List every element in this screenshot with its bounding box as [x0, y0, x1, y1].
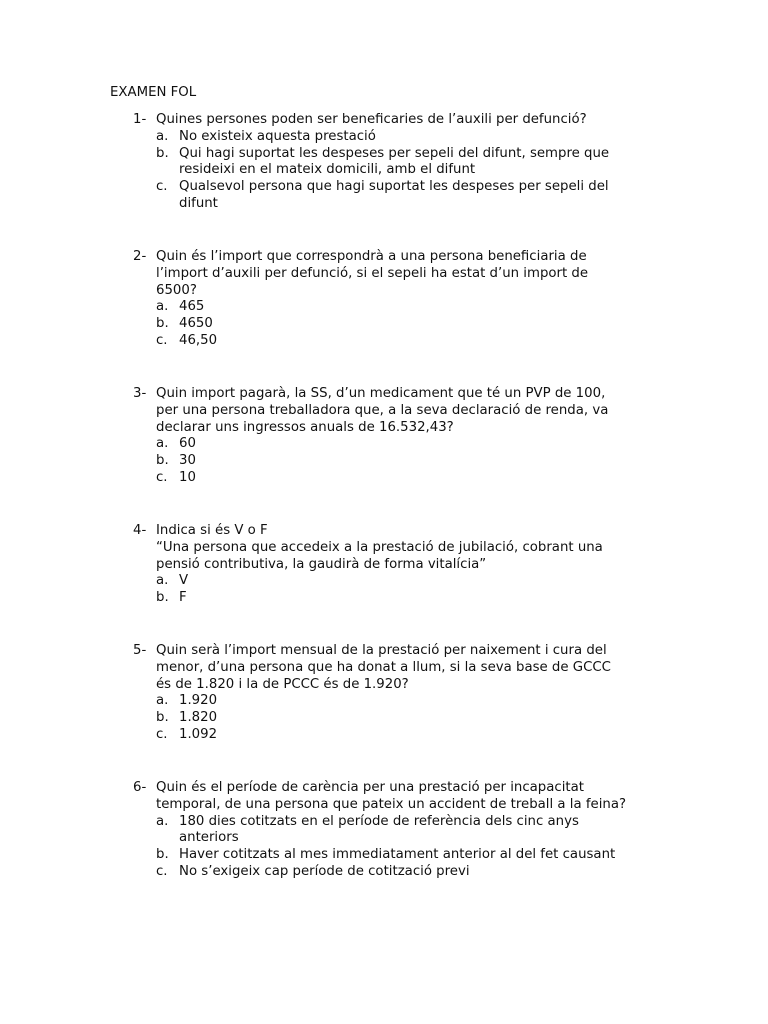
question-6	[133, 780, 693, 881]
option-text-line: F	[179, 590, 187, 606]
option-text-line: resideixi en el mateix domicili, amb el difunt	[179, 162, 476, 178]
question-text-line: Indica si és V o F	[156, 523, 268, 538]
option-text-line: difunt	[179, 195, 218, 211]
answer-option-a	[133, 814, 693, 848]
question-text-line: 6500?	[156, 282, 197, 298]
option-text	[179, 299, 673, 316]
answer-option-b	[133, 453, 673, 470]
question-text-line: Quin import pagarà, la SS, d’un medicament que té un PVP de 100,	[156, 386, 606, 401]
option-text	[179, 470, 673, 487]
question-text-line: per una persona treballadora que, a la seva declaració de renda, va	[156, 402, 609, 418]
option-letter: b.	[156, 453, 169, 469]
statement-quote	[133, 540, 673, 574]
option-text	[179, 333, 673, 350]
question-number: 3-	[133, 386, 147, 401]
question-text	[156, 112, 673, 129]
question-stem	[133, 112, 673, 129]
question-text	[156, 249, 673, 299]
question-text-line: declarar uns ingressos anuals de 16.532,43?	[156, 419, 454, 435]
option-text	[179, 590, 673, 607]
option-text-line: 180 dies cotitzats en el període de referència dels cinc anys	[179, 813, 579, 829]
question-text-line: Quines persones poden ser beneficaries de l’auxili per defunció?	[156, 112, 587, 127]
option-text-line: 1.820	[179, 710, 218, 726]
option-text	[179, 814, 693, 848]
answer-option-b	[133, 847, 693, 864]
option-text	[179, 847, 693, 864]
option-text-line: Qualsevol persona que hagi suportat les despeses per sepeli del	[179, 179, 609, 195]
question-number: 1-	[133, 112, 147, 127]
option-text-line: 10	[179, 469, 196, 485]
option-text	[179, 693, 673, 710]
option-text-line: V	[179, 573, 189, 589]
question-stem	[133, 249, 673, 299]
statement-line: pensió contributiva, la gaudirà de forma vitalícia”	[156, 556, 487, 572]
option-text-line: anteriors	[179, 830, 239, 846]
option-text-line: Qui hagi suportat les despeses per sepeli del difunt, sempre que	[179, 145, 610, 161]
option-letter: a.	[156, 299, 169, 315]
question-text	[156, 523, 673, 540]
option-text	[179, 573, 673, 590]
option-text	[179, 864, 693, 881]
option-letter: b.	[156, 145, 169, 161]
option-text-line: No s’exigeix cap període de cotització previ	[179, 863, 470, 879]
option-letter: c.	[156, 179, 168, 195]
question-4	[133, 523, 673, 607]
question-number: 5-	[133, 643, 147, 658]
option-text	[179, 179, 673, 213]
option-letter: c.	[156, 863, 168, 879]
answer-option-b	[133, 710, 673, 727]
answer-option-a	[133, 573, 673, 590]
option-text	[179, 436, 673, 453]
question-number: 2-	[133, 249, 147, 264]
option-text	[179, 129, 673, 146]
question-5	[133, 643, 673, 744]
option-letter: c.	[156, 469, 168, 485]
question-text-line: Quin serà l’import mensual de la prestació per naixement i cura del	[156, 643, 607, 658]
answer-options	[133, 299, 673, 349]
question-stem	[133, 386, 673, 436]
option-text-line: 1.092	[179, 726, 218, 742]
option-text	[179, 316, 673, 333]
question-number: 6-	[133, 780, 147, 795]
statement-line: “Una persona que accedeix a la prestació de jubilació, cobrant una	[156, 539, 603, 555]
option-letter: b.	[156, 316, 169, 332]
option-text	[179, 710, 673, 727]
option-text-line: 46,50	[179, 332, 218, 348]
question-stem	[133, 643, 673, 693]
document-title: EXAMEN FOL	[110, 85, 197, 100]
answer-options	[133, 436, 673, 486]
answer-option-b	[133, 316, 673, 333]
option-text-line: No existeix aquesta prestació	[179, 128, 376, 144]
option-letter: b.	[156, 590, 169, 606]
option-letter: a.	[156, 436, 169, 452]
option-letter: c.	[156, 726, 168, 742]
answer-options	[133, 693, 673, 743]
answer-option-a	[133, 299, 673, 316]
question-2	[133, 249, 673, 350]
answer-options	[133, 573, 673, 607]
option-text	[179, 727, 673, 744]
answer-option-a	[133, 436, 673, 453]
answer-options	[133, 814, 693, 881]
question-text	[156, 643, 673, 693]
option-letter: b.	[156, 847, 169, 863]
question-text-line: temporal, de una persona que pateix un accident de treball a la feina?	[156, 796, 627, 812]
question-text-line: Quin és l’import que correspondrà a una persona beneficiaria de	[156, 249, 587, 264]
question-1	[133, 112, 673, 213]
option-letter: a.	[156, 128, 169, 144]
question-stem	[133, 523, 673, 540]
option-text-line: 1.920	[179, 693, 218, 709]
question-stem	[133, 780, 693, 814]
question-number: 4-	[133, 523, 147, 538]
answer-option-a	[133, 129, 673, 146]
option-letter: a.	[156, 693, 169, 709]
option-text	[179, 453, 673, 470]
option-text-line: 4650	[179, 316, 213, 332]
answer-option-b	[133, 146, 673, 180]
answer-option-b	[133, 590, 673, 607]
question-text	[156, 386, 673, 436]
question-text-line: és de 1.820 i la de PCCC és de 1.920?	[156, 676, 409, 692]
option-text-line: 30	[179, 453, 196, 469]
question-text	[156, 780, 693, 814]
answer-option-c	[133, 333, 673, 350]
option-text-line: 60	[179, 436, 196, 452]
answer-option-a	[133, 693, 673, 710]
option-letter: c.	[156, 332, 168, 348]
answer-option-c	[133, 470, 673, 487]
option-text-line: Haver cotitzats al mes immediatament anterior al del fet causant	[179, 847, 616, 863]
answer-option-c	[133, 864, 693, 881]
option-letter: a.	[156, 813, 169, 829]
answer-option-c	[133, 727, 673, 744]
question-3	[133, 386, 673, 487]
answer-option-c	[133, 179, 673, 213]
option-letter: a.	[156, 573, 169, 589]
question-text-line: Quin és el període de carència per una prestació per incapacitat	[156, 780, 584, 795]
option-text-line: 465	[179, 299, 205, 315]
option-letter: b.	[156, 710, 169, 726]
option-text	[179, 146, 673, 180]
question-text-line: l’import d’auxili per defunció, si el sepeli ha estat d’un import de	[156, 265, 589, 281]
question-text-line: menor, d’una persona que ha donat a llum, si la seva base de GCCC	[156, 659, 611, 675]
answer-options	[133, 129, 673, 213]
